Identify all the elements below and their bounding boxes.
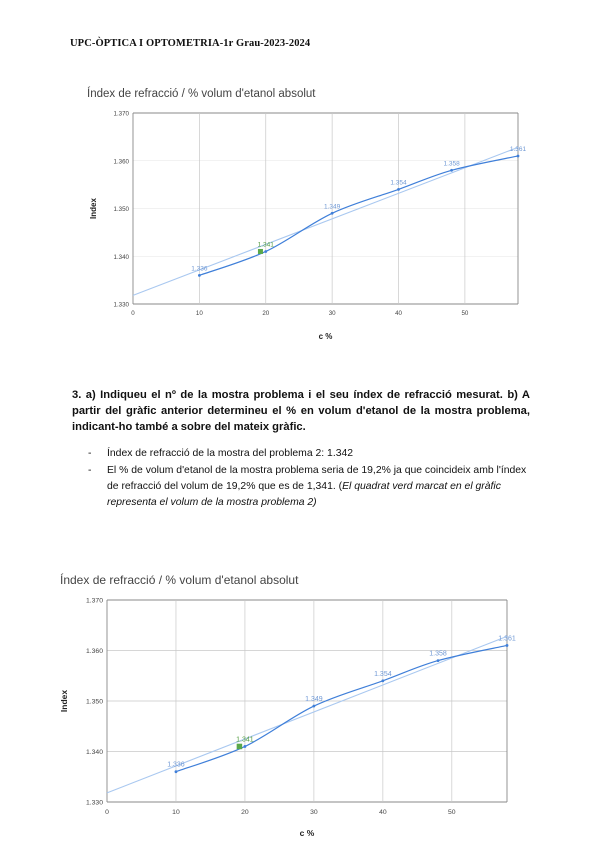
y-tick-label: 1.330 [85,799,103,807]
page-header: UPC-ÒPTICA I OPTOMETRIA-1r Grau-2023-2024 [70,38,311,49]
x-tick-label: 30 [328,310,336,318]
x-tick-label: 0 [131,310,135,318]
y-tick-label: 1.370 [85,597,103,605]
answer-item [88,446,532,462]
x-tick-label: 50 [461,310,469,318]
answer-note: El quadrat verd marcat en el gràfic representa el volum de la mostra problema 2) [107,481,501,508]
data-label: 1.361 [498,635,516,643]
y-tick-label: 1.340 [113,253,129,261]
data-label: 1.349 [323,203,341,211]
x-tick-label: 10 [195,310,203,318]
y-axis-label: Index [59,689,69,713]
trendline [133,147,518,295]
data-point [175,770,178,773]
answer-text: El % de volum d'etanol de la mostra problema seria de 19,2% ja que coincideix amb l'índex de refracció del volum de 19,2% que es de 1,341. ( [107,465,527,492]
list-bullet: - [88,448,92,459]
data-point [381,679,384,682]
data-label: 1.349 [305,696,323,704]
data-label: 1.336 [191,265,208,273]
x-tick-label: 30 [310,808,318,816]
data-point [397,188,400,191]
y-tick-label: 1.340 [85,749,103,756]
y-axis-label: Index [89,198,98,219]
series-line [199,156,518,275]
refraction-chart-top [60,80,530,350]
x-tick-label: 40 [379,808,387,816]
data-point [331,212,334,215]
list-bullet: - [88,465,92,476]
data-point [198,274,201,277]
x-tick-label: 50 [448,808,456,816]
data-point [517,155,520,158]
y-tick-label: 1.350 [85,698,103,706]
data-label: 1.361 [509,145,527,153]
x-axis-label: c % [299,828,315,838]
sample-marker [258,249,263,254]
x-tick-label: 20 [262,310,270,318]
y-tick-label: 1.350 [113,206,129,213]
x-tick-label: 40 [395,310,402,318]
series-line [176,645,507,771]
x-tick-label: 20 [241,808,249,816]
trendline [107,636,507,793]
y-tick-label: 1.360 [113,158,129,166]
data-label: 1.358 [443,160,460,168]
x-axis-label: c % [318,332,333,341]
data-label: 1.354 [374,670,392,678]
refraction-chart-bottom [45,565,525,845]
x-tick-label: 10 [172,808,180,816]
data-point [264,250,267,253]
data-label: 1.341 [236,736,254,744]
data-label: 1.354 [390,179,407,187]
data-label: 1.336 [167,761,185,769]
answer-item [88,463,532,511]
data-point [244,745,247,748]
chart-title: Índex de refracció / % volum d'etanol absolut [60,573,299,587]
chart-svg [45,565,525,845]
y-tick-label: 1.360 [85,648,103,655]
y-tick-label: 1.370 [113,110,129,118]
data-point [450,169,453,172]
data-point [506,644,509,647]
data-label: 1.341 [257,241,274,249]
sample-marker [237,744,243,750]
answer-text: Índex de refracció de la mostra del problema 2: 1.342 [107,448,354,459]
chart-svg [60,80,530,350]
data-point [312,705,315,708]
question-text: 3. a) Indiqueu el nº de la mostra problema i el seu índex de refracció mesurat. b) A partir del gràfic anterior determineu el % en volum d'etanol de la mostra problema, indicant-ho també a sobre del mateix gràfic. [72,389,530,433]
data-point [437,659,440,662]
data-label: 1.358 [429,650,447,658]
chart-title: Índex de refracció / % volum d'etanol absolut [87,88,316,100]
y-tick-label: 1.330 [113,301,129,309]
answer-list [88,446,532,512]
x-tick-label: 0 [105,808,109,816]
